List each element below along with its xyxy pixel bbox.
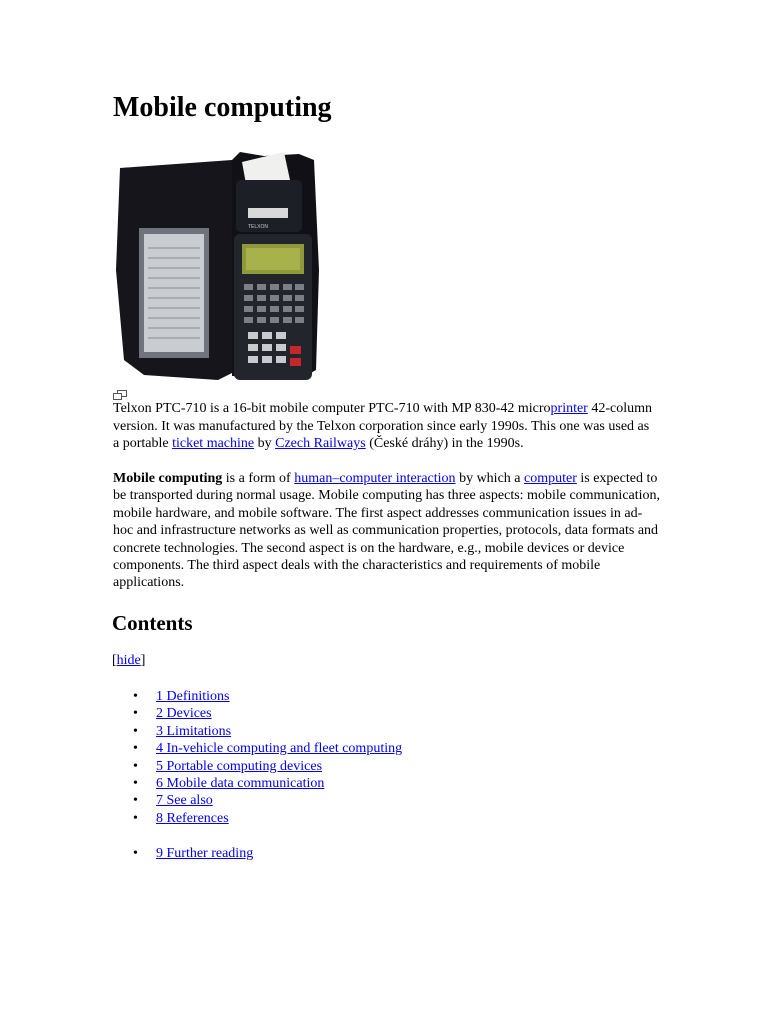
toc-item [113, 775, 402, 792]
bullet-icon: • [133, 758, 138, 774]
bullet-icon: • [133, 793, 138, 809]
contents-heading: Contents [112, 611, 193, 635]
bullet-icon: • [133, 723, 138, 739]
intro-text: by which a [455, 471, 524, 486]
toc-toggle [112, 652, 145, 670]
intro-text: is a form of [222, 471, 295, 486]
toc-item [113, 758, 402, 775]
ticket-machine-link[interactable]: ticket machine [172, 436, 255, 451]
printer-link[interactable]: printer [550, 401, 588, 416]
toc-link-definitions[interactable]: 1 Definitions [156, 689, 230, 704]
toc-link-portable-devices[interactable]: 5 Portable computing devices [156, 758, 323, 774]
toc-item [113, 705, 402, 722]
toc-item [113, 688, 402, 705]
bullet-icon: • [133, 689, 138, 704]
intro-paragraph [113, 470, 661, 592]
bullet-icon: • [133, 741, 138, 757]
bullet-icon: • [133, 846, 138, 861]
image-caption [113, 400, 658, 453]
intro-text: is expected to be transported during normal usage. Mobile computing has three aspects: mobile communication, mobile hardware, and mobile software. The first aspect addresses communication issues in ad-hoc and infrastructure networks as well as communication properties, protocols, data formats and concrete technologies. The second aspect is on the hardware, e.g., mobile devices or device components. The third aspect deals with the characteristics and requirements of mobile applications. [113, 471, 661, 591]
caption-text: Telxon PTC-710 is a 16-bit mobile computer PTC-710 with MP 830-42 micro [113, 401, 551, 416]
toc-link-limitations[interactable]: 3 Limitations [156, 723, 232, 739]
page-title: Mobile computing [113, 92, 332, 123]
toc-item [113, 723, 402, 740]
toc-link-in-vehicle-computing[interactable]: 4 In-vehicle computing and fleet computing [156, 741, 403, 757]
device-image[interactable] [114, 150, 324, 386]
toc-link-further-reading[interactable]: 9 Further reading [156, 846, 254, 861]
toc-item [113, 845, 253, 862]
toc-link-mobile-data-communication[interactable]: 6 Mobile data communication [156, 775, 325, 791]
czech-railways-link[interactable]: Czech Railways [275, 436, 366, 451]
toggle-bracket-close: ] [140, 653, 146, 668]
toc-item [113, 792, 402, 809]
intro-term: Mobile computing [113, 471, 223, 486]
bullet-icon: • [133, 775, 138, 791]
svg-text:TELXON: TELXON [248, 224, 269, 230]
caption-text: (České dráhy) in the 1990s. [365, 436, 524, 451]
toc-link-see-also[interactable]: 7 See also [156, 793, 213, 809]
bullet-icon: • [133, 706, 138, 722]
hci-link[interactable]: human–computer interaction [294, 471, 456, 486]
caption-text: 42-column version. It was manufactured by the Telxon corporation since early 1990s. This one was used as a portable [113, 401, 653, 451]
computer-link[interactable]: computer [524, 471, 577, 486]
toc-item [113, 810, 402, 827]
toc-list [113, 688, 402, 827]
toc-link-devices[interactable]: 2 Devices [156, 706, 212, 722]
toc-link-references[interactable]: 8 References [156, 810, 229, 826]
toggle-bracket-open: [ [112, 653, 117, 668]
hide-toc-link[interactable]: hide [116, 653, 141, 668]
toc-item [113, 740, 402, 757]
toc-list-continued [113, 845, 253, 862]
caption-text: by [254, 436, 276, 451]
enlarge-icon[interactable] [113, 390, 127, 400]
bullet-icon: • [133, 810, 138, 826]
